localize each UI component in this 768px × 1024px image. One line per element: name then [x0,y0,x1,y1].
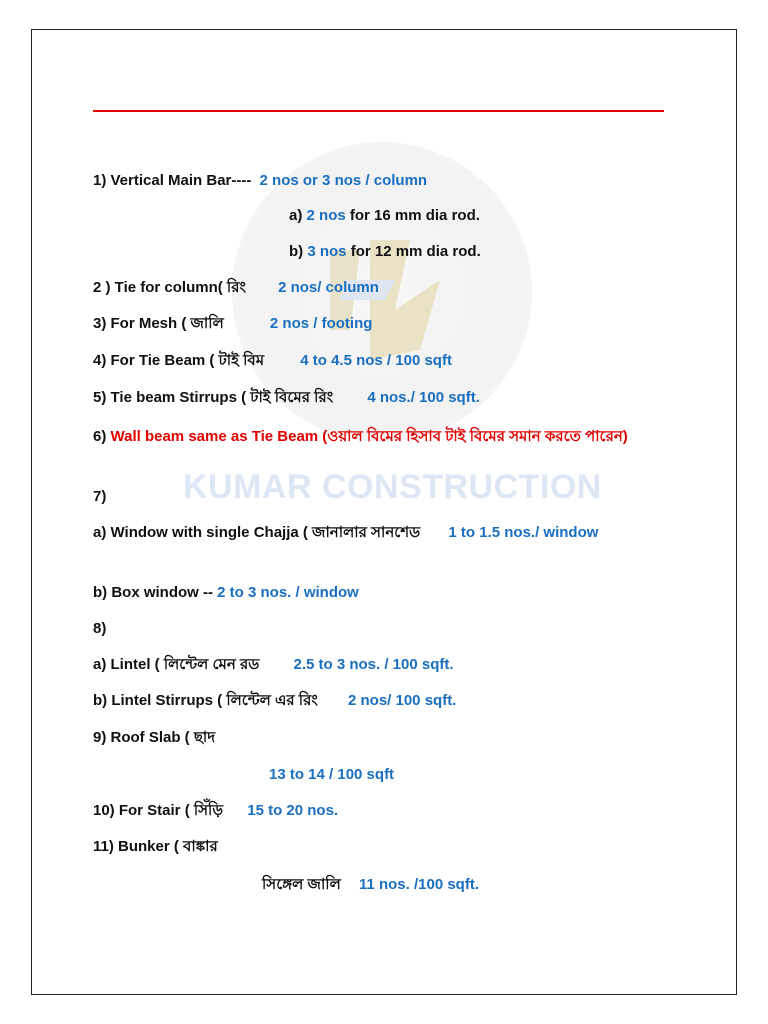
line-2-label: 2 ) Tie for column( রিং [93,279,246,296]
line-1-label: 1) Vertical Main Bar---- [93,172,252,189]
line-1b-prefix: b) [289,243,304,260]
line-6-prefix: 6) [93,428,107,445]
line-1a-prefix: a) [289,207,303,224]
line-4-label: 4) For Tie Beam ( টাই বিম [93,352,265,369]
line-3-label: 3) For Mesh ( জালি [93,315,224,332]
line-8b-label: b) Lintel Stirrups ( লিন্টেল এর রিং [93,692,318,709]
line-10-label: 10) For Stair ( সিঁড়ি [93,802,224,819]
line-8a-label: a) Lintel ( লিন্টেল মেন রড [93,656,260,673]
line-1a [289,207,480,225]
line-7a-value: 1 to 1.5 nos./ window [448,524,599,541]
line-5-value: 4 nos./ 100 sqft. [367,389,480,406]
line-8b-value: 2 nos/ 100 sqft. [347,692,457,709]
line-11-sub-label: সিঙ্গেল জালি [262,876,341,893]
line-1a-value: 2 nos [306,207,346,224]
line-3-value: 2 nos / footing [269,315,373,332]
line-7b-value: 2 to 3 nos. / window [217,584,359,601]
line-10 [93,802,338,820]
line-10-value: 15 to 20 nos. [247,802,339,819]
line-1a-suffix: for 16 mm dia rod. [349,207,480,224]
line-4-value: 4 to 4.5 nos / 100 sqft [300,352,452,369]
line-7b [93,584,359,602]
line-9-value: 13 to 14 / 100 sqft [269,766,395,783]
line-9: 9) Roof Slab ( ছাদ [93,729,216,746]
line-2 [93,279,379,297]
line-1-value: 2 nos or 3 nos / column [259,172,428,189]
line-11: 11) Bunker ( বাঙ্কার [93,838,218,855]
watermark-text: KUMAR CONSTRUCTION [183,468,602,506]
line-1b [289,243,481,261]
line-8a-value: 2.5 to 3 nos. / 100 sqft. [293,656,454,673]
line-11-value: 11 nos. /100 sqft. [358,876,479,893]
line-8b [93,692,456,710]
line-8a [93,656,454,674]
line-7a [93,521,633,545]
line-11-sub [262,876,479,894]
line-3 [93,315,372,333]
line-1b-suffix: for 12 mm dia rod. [350,243,481,260]
line-7b-label: b) Box window -- [93,584,213,601]
line-7a-label: a) Window with single Chajja ( জানালার সানশেড [93,524,421,541]
line-1b-value: 3 nos [307,243,347,260]
header-red-rule [93,110,664,112]
line-2-value: 2 nos/ column [278,279,379,296]
line-1 [93,172,427,190]
line-4 [93,352,452,370]
line-7-heading: 7) [93,488,107,505]
line-5 [93,389,480,407]
line-5-label: 5) Tie beam Stirrups ( টাই বিমের রিং [93,389,334,406]
line-6-red-note: Wall beam same as Tie Beam (ওয়াল বিমের হিসাব টাই বিমের সমান করতে পারেন) [110,428,628,445]
line-8-heading: 8) [93,620,107,637]
line-6 [93,425,673,449]
